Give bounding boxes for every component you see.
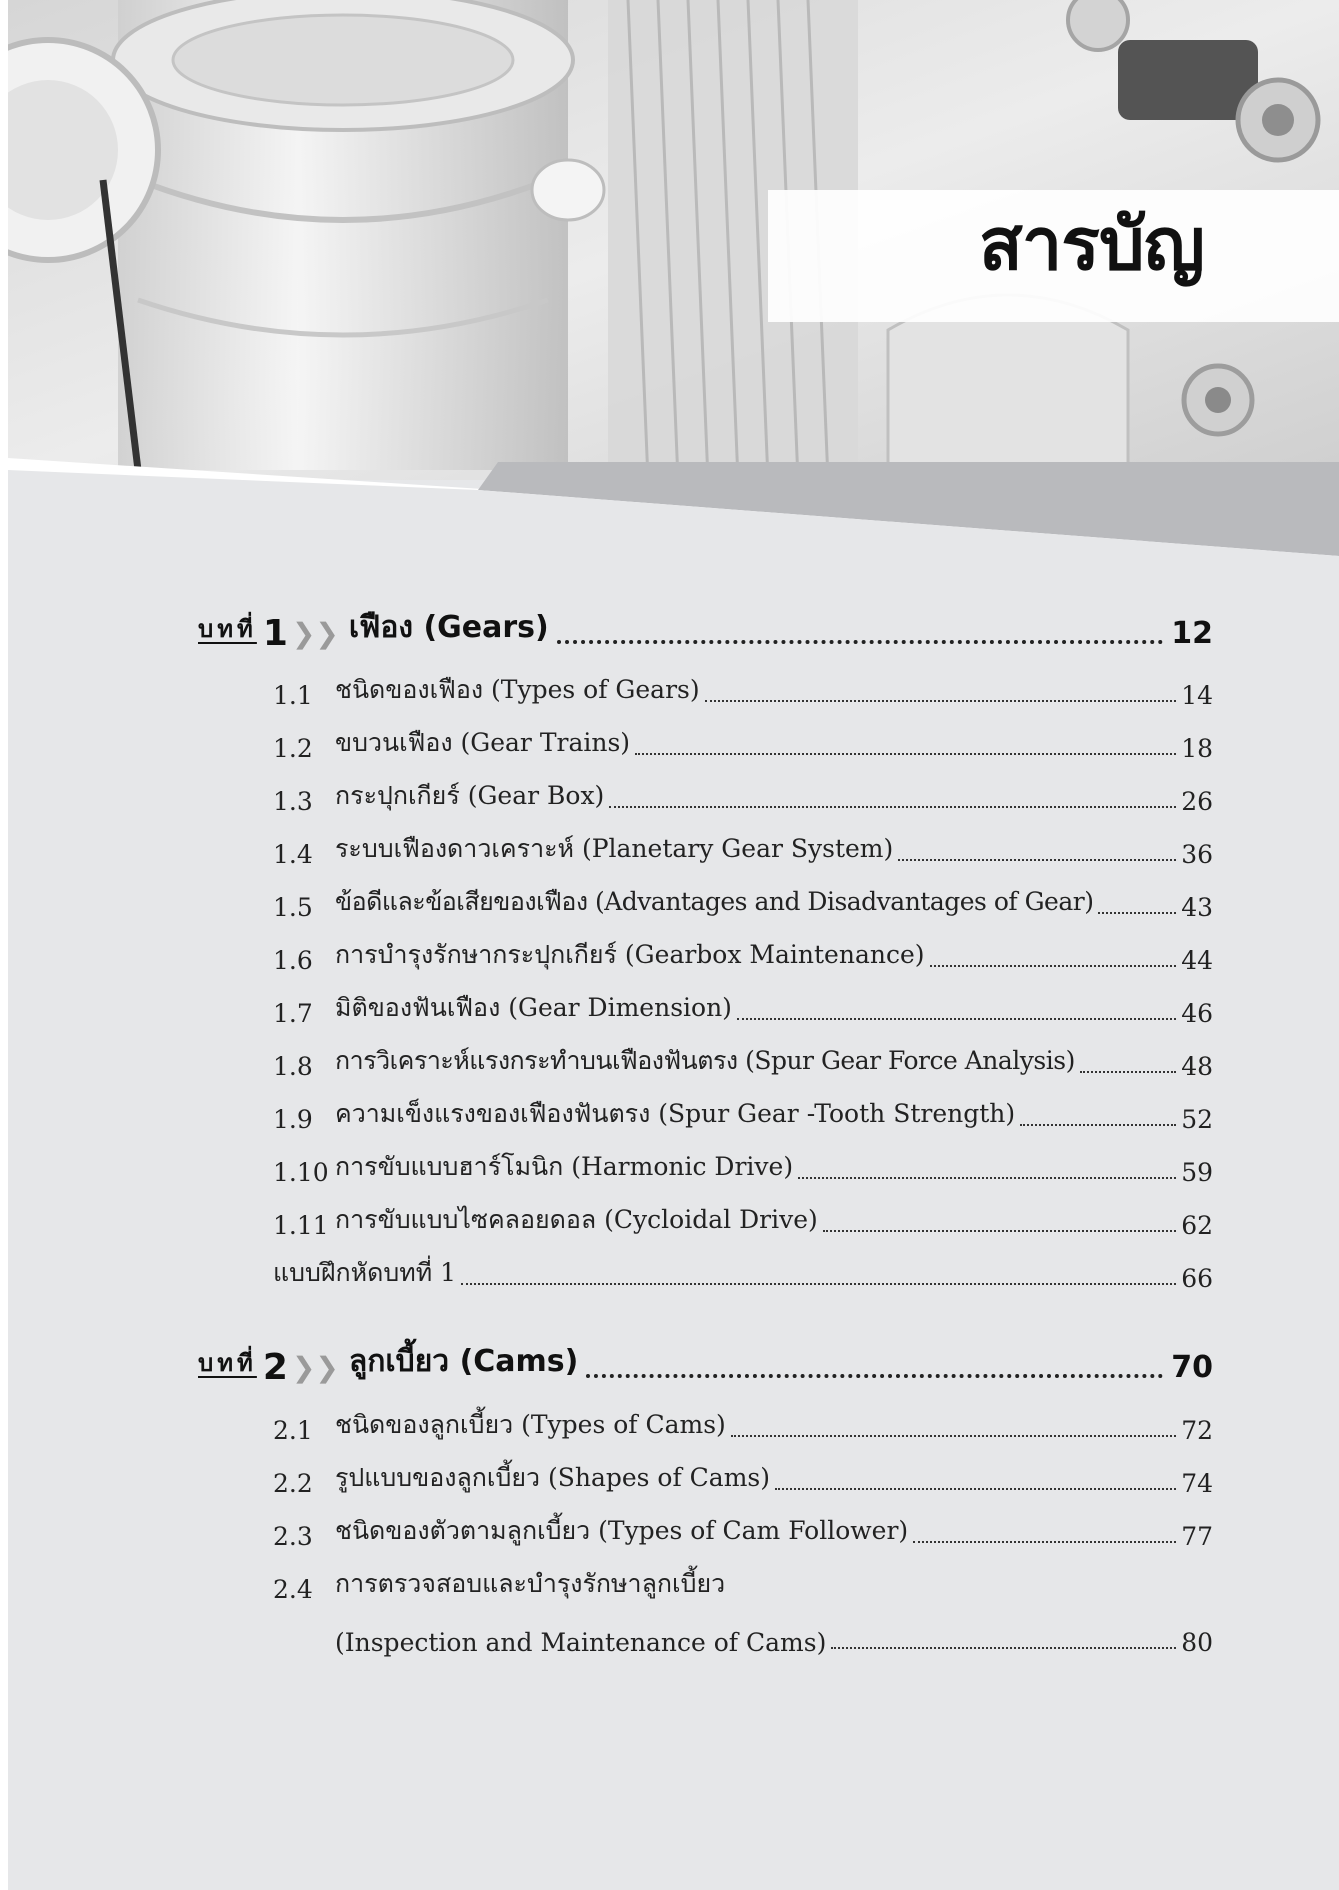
entry-title: ข้อดีและข้อเสียของเฟือง (Advantages and Disadvantages of Gear) [335, 887, 1094, 916]
entry-title: การบำรุงรักษากระปุกเกียร์ (Gearbox Maintenance) [335, 940, 925, 969]
entry-page: 44 [1181, 946, 1213, 975]
entry-number: 1.10 [273, 1158, 329, 1187]
entry-number: 1.4 [273, 840, 313, 869]
entry-number: 2.4 [273, 1575, 313, 1604]
toc-entry[interactable] [273, 882, 1213, 922]
toc-entry[interactable] [273, 776, 1213, 816]
entry-page: 18 [1181, 734, 1213, 763]
toc-entry[interactable] [273, 988, 1213, 1028]
entry-title: แบบฝึกหัดบทที่ 1 [273, 1258, 457, 1287]
entry-page: 59 [1181, 1158, 1213, 1187]
toc-entry[interactable] [273, 670, 1213, 710]
toc-entry[interactable] [273, 935, 1213, 975]
toc-entry[interactable] [273, 1458, 1213, 1498]
toc-entry[interactable] [273, 1200, 1213, 1240]
entry-title: ขบวนเฟือง (Gear Trains) [335, 728, 631, 757]
entry-title: ชนิดของตัวตามลูกเบี้ยว (Types of Cam Follower) [335, 1516, 909, 1545]
entry-title: ระบบเฟืองดาวเคราะห์ (Planetary Gear System) [335, 834, 894, 863]
entry-page: 62 [1181, 1211, 1213, 1240]
dot-leader [898, 859, 1176, 861]
toc-entry[interactable] [273, 829, 1213, 869]
dot-leader [1098, 912, 1176, 914]
chapter-number: 2 [262, 1347, 288, 1388]
chapter-heading-2[interactable] [198, 1342, 1213, 1392]
entry-number: 1.6 [273, 946, 313, 975]
entry-page: 26 [1181, 787, 1213, 816]
dot-leader [1020, 1124, 1176, 1126]
toc-entry[interactable] [273, 1041, 1213, 1081]
entry-title: การตรวจสอบและบำรุงรักษาลูกเบี้ยว [335, 1569, 726, 1598]
entry-page: 46 [1181, 999, 1213, 1028]
entry-page: 14 [1181, 681, 1213, 710]
toc-entry-exercise[interactable] [273, 1253, 1213, 1293]
entry-title: รูปแบบของลูกเบี้ยว (Shapes of Cams) [335, 1463, 770, 1492]
dot-leader [1080, 1071, 1176, 1073]
toc-entry[interactable] [273, 1147, 1213, 1187]
dot-leader [775, 1488, 1176, 1490]
entry-title: ชนิดของเฟือง (Types of Gears) [335, 675, 700, 704]
dot-leader [609, 806, 1176, 808]
chapter-number: 1 [262, 613, 288, 654]
page-title: สารบัญ [978, 202, 1204, 286]
toc-entry-continuation[interactable] [335, 1617, 1213, 1657]
dot-leader [930, 965, 1177, 967]
entry-title: ชนิดของลูกเบี้ยว (Types of Cams) [335, 1410, 726, 1439]
entry-number: 1.3 [273, 787, 313, 816]
entry-title: กระปุกเกียร์ (Gear Box) [335, 781, 605, 810]
entry-number: 2.1 [273, 1416, 313, 1445]
chapter-prefix: บทที่ [198, 1349, 257, 1377]
chapter-title: ลูกเบี้ยว (Cams) [348, 1344, 579, 1379]
dot-leader [831, 1647, 1176, 1649]
dot-leader [705, 700, 1177, 702]
entry-title: การขับแบบไซคลอยดอล (Cycloidal Drive) [335, 1205, 818, 1234]
entry-number: 1.11 [273, 1211, 329, 1240]
dot-leader [586, 1374, 1163, 1378]
entry-page: 48 [1181, 1052, 1213, 1081]
entry-title: การวิเคราะห์แรงกระทำบนเฟืองฟันตรง (Spur Gear Force Analysis) [335, 1046, 1075, 1075]
table-of-contents [8, 0, 1339, 1890]
double-chevron-icon: ❯❯ [291, 617, 339, 650]
entry-number: 2.3 [273, 1522, 313, 1551]
toc-entry[interactable] [273, 1094, 1213, 1134]
toc-entry[interactable] [273, 1511, 1213, 1551]
entry-number: 1.9 [273, 1105, 313, 1134]
dot-leader [913, 1541, 1176, 1543]
dot-leader [737, 1018, 1176, 1020]
book-page [8, 0, 1339, 1890]
entry-page: 36 [1181, 840, 1213, 869]
entry-number: 2.2 [273, 1469, 313, 1498]
entry-page: 74 [1181, 1469, 1213, 1498]
entry-page: 80 [1181, 1628, 1213, 1657]
dot-leader [731, 1435, 1176, 1437]
entry-number: 1.2 [273, 734, 313, 763]
entry-number: 1.5 [273, 893, 313, 922]
chapter-title: เฟือง (Gears) [348, 610, 549, 645]
entry-title: ความเข็งแรงของเฟืองฟันตรง (Spur Gear -Tooth Strength) [335, 1099, 1016, 1128]
entry-number: 1.7 [273, 999, 313, 1028]
entry-page: 72 [1181, 1416, 1213, 1445]
chapter-page: 12 [1171, 616, 1213, 651]
entry-number: 1.8 [273, 1052, 313, 1081]
entry-page: 52 [1181, 1105, 1213, 1134]
dot-leader [823, 1230, 1176, 1232]
entry-title: การขับแบบฮาร์โมนิก (Harmonic Drive) [335, 1152, 794, 1181]
chapter-prefix: บทที่ [198, 615, 257, 643]
double-chevron-icon: ❯❯ [291, 1351, 339, 1384]
chapter-page: 70 [1171, 1350, 1213, 1385]
dot-leader [557, 640, 1163, 644]
entry-title: มิติของฟันเฟือง (Gear Dimension) [335, 993, 732, 1022]
entry-page: 66 [1181, 1264, 1213, 1293]
entry-title: (Inspection and Maintenance of Cams) [335, 1628, 827, 1657]
toc-entry[interactable] [273, 1405, 1213, 1445]
entry-number: 1.1 [273, 681, 313, 710]
dot-leader [635, 753, 1176, 755]
dot-leader [461, 1283, 1176, 1285]
dot-leader [798, 1177, 1176, 1179]
toc-entry[interactable] [273, 723, 1213, 763]
entry-page: 77 [1181, 1522, 1213, 1551]
toc-entry[interactable] [273, 1564, 1213, 1604]
chapter-heading-1[interactable] [198, 608, 1213, 658]
entry-page: 43 [1181, 893, 1213, 922]
